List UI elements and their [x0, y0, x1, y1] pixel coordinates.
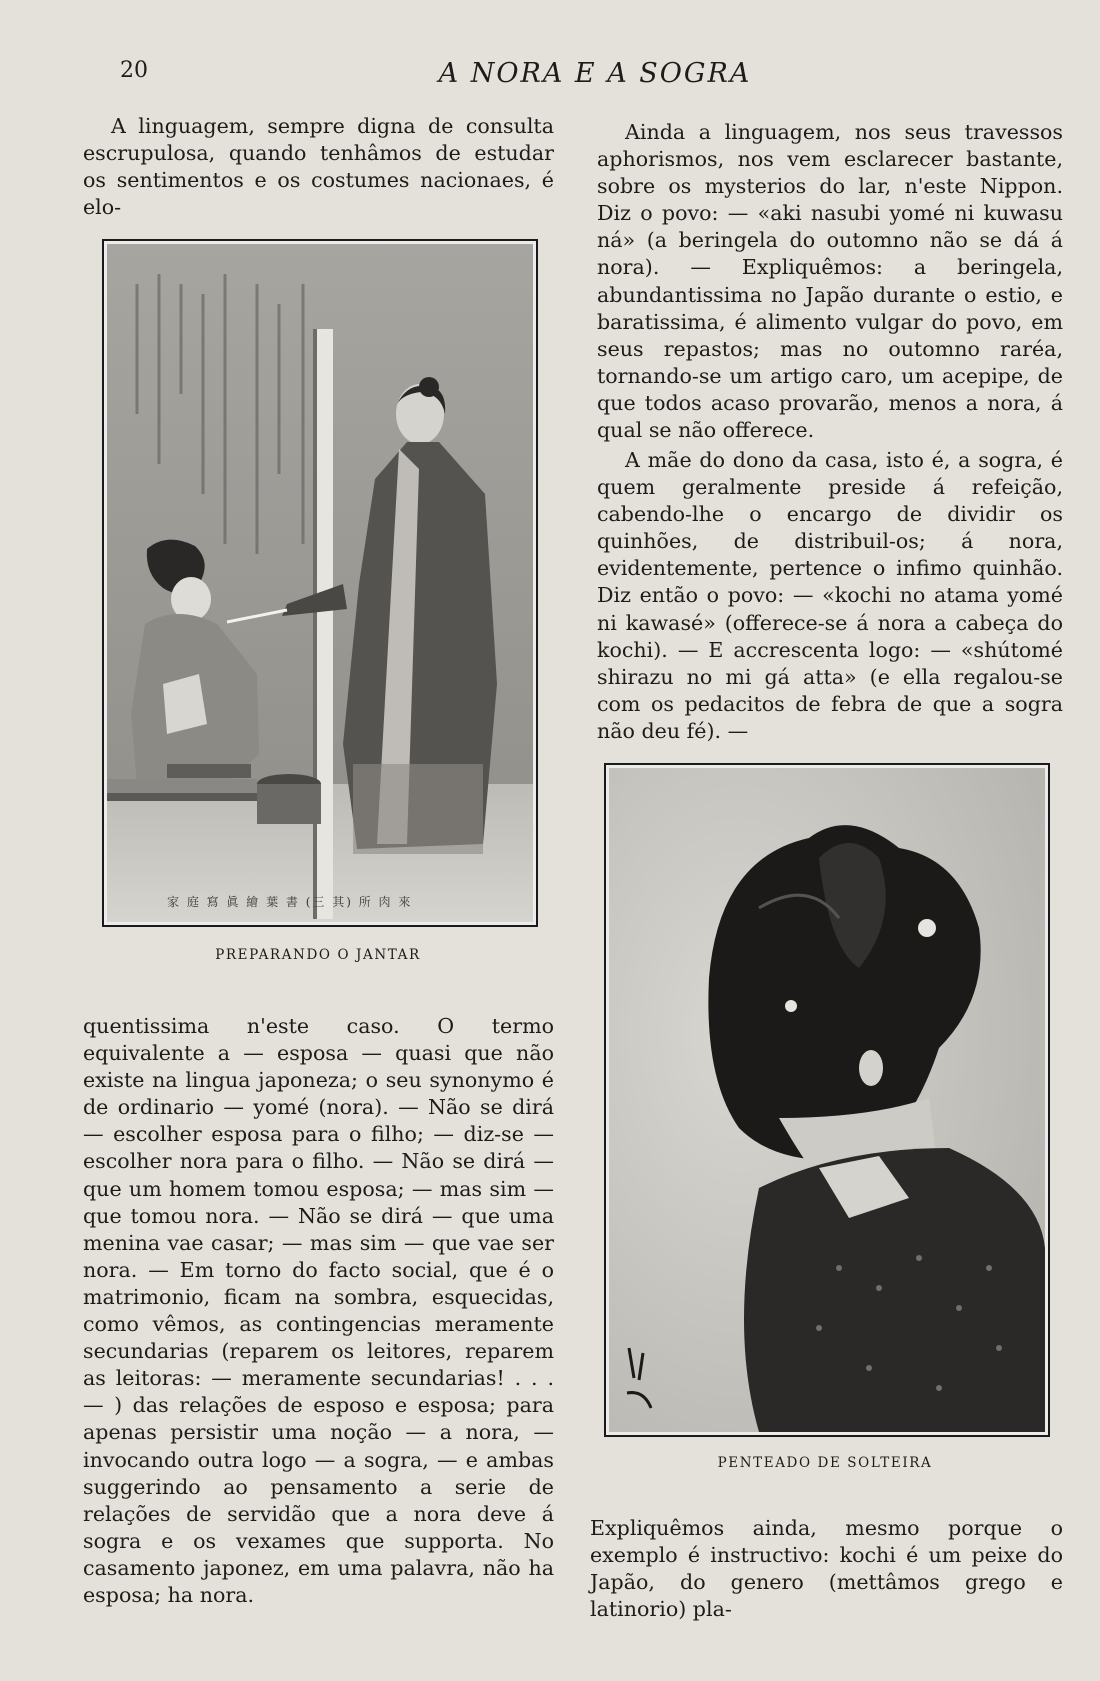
left-column-paragraph-2: quentissima n'este caso. O termo equivalente a — esposa — quasi que não existe na lingua japoneza; o seu synonymo é de ordinario — yomé (nora). — Não se dirá — escolher esposa para o filho; — diz-se — escolher nora para o filho. — Não se dirá — que um homem tomou esposa; — mas sim — que tomou nora. — Não se dirá — que uma menina vae casar; — mas sim — que vae ser nora. — Em torno do facto social, que é o matrimonio, ficam na sombra, esquecidas, como vêmos, as contingencias meramente secundarias (reparem os leitores, reparem as leitoras: — meramente secundarias! . . . — ) das relações de esposo e esposa; para apenas persistir uma noção — a nora, — invocando outra logo — a sogra, — e ambas suggerindo ao pensamento a serie de relações de servidão que a nora deve á sogra e os vexames que supporta. No casamento japonez, em uma palavra, não ha esposa; ha nora.	[83, 1014, 554, 1607]
right-column-paragraph-2: A mãe do dono da casa, isto é, a sogra, é quem geralmente preside á refeição, cabendo-lhe o encargo de dividir os quinhões, de distribuil-os; á nora, evidentemente, pertence o infimo quinhão. Diz então o povo: — «kochi no atama yomé ni kawasé» (offerece-se á nora a cabeça do kochi). — E accrescenta logo: — «shútomé shirazu no mi gá atta» (e ella regalou-se com os pedacitos de febra de que a sogra não deu fé). —	[597, 448, 1063, 743]
left-figure-caption: PREPARANDO O JANTAR	[215, 947, 421, 963]
right-column-paragraph-3: Expliquêmos ainda, mesmo porque o exemplo é instructivo: kochi é um peixe do Japão, do genero (mettâmos grego e latinorio) pla-	[590, 1516, 1063, 1622]
photo-preparando-o-jantar	[102, 239, 538, 927]
left-column-paragraph-1: A linguagem, sempre digna de consulta escrupulosa, quando tenhâmos de estudar os sentimentos e os costumes nacionaes, é elo-	[83, 114, 554, 220]
right-figure-caption: PENTEADO DE SOLTEIRA	[717, 1455, 933, 1471]
photo-penteado-de-solteira	[604, 763, 1050, 1437]
photo-woman-serving-meal	[107, 244, 533, 922]
photo-hairstyle-portrait	[609, 768, 1045, 1432]
photo-print-caption: 家 庭 寫 眞 繪 葉 書 (三 其) 所 肉 來	[167, 895, 413, 909]
page-number: 20	[120, 58, 148, 83]
running-title: A NORA E A SOGRA	[438, 58, 752, 89]
right-column-paragraph-1: Ainda a linguagem, nos seus travessos aphorismos, nos vem esclarecer bastante, sobre os mysterios do lar, n'este Nippon. Diz o povo: — «aki nasubi yomé ni kuwasu ná» (a beringela do outomno não se dá á nora). — Expliquêmos: a beringela, abundantissima no Japão durante o estio, e baratissima, é alimento vulgar do povo, em seus repastos; mas no outomno raréa, tornando-se um artigo caro, um acepipe, de que todos acaso provarão, menos a nora, á qual se não offerece.	[597, 120, 1063, 443]
